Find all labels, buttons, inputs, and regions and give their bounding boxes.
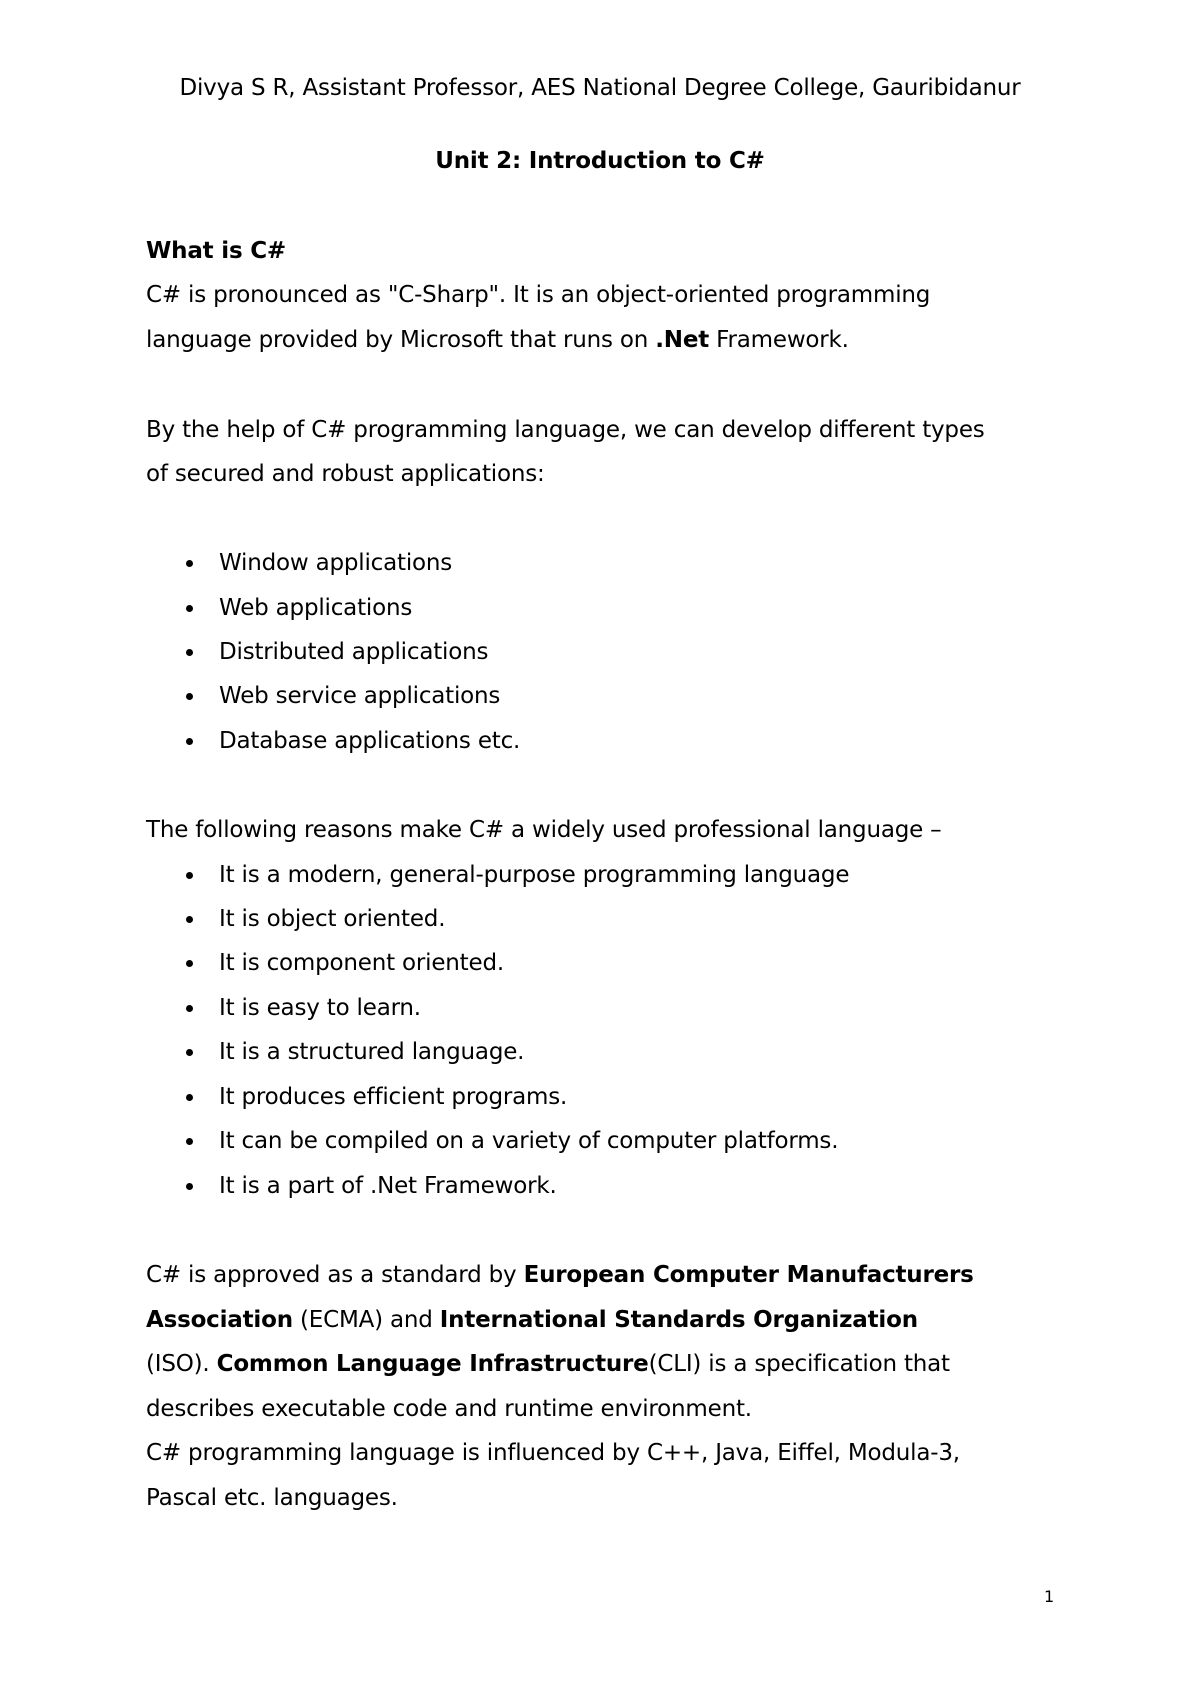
list-item-text: It is component oriented. bbox=[219, 950, 504, 976]
list-item-text: It can be compiled on a variety of computer platforms. bbox=[219, 1128, 839, 1154]
ecma-name-part-2: Association bbox=[146, 1307, 293, 1333]
bullet-icon bbox=[186, 960, 193, 967]
bullet-icon bbox=[186, 693, 193, 700]
applications-intro-line-1: By the help of C# programming language, we can develop different types bbox=[146, 417, 985, 443]
list-item-text: It is a structured language. bbox=[219, 1039, 525, 1065]
iso-abbreviation: (ISO). bbox=[146, 1351, 217, 1377]
page-title: Unit 2: Introduction to C# bbox=[435, 148, 765, 174]
bullet-icon bbox=[186, 649, 193, 656]
standards-line-1 bbox=[146, 1260, 974, 1290]
list-item-text: Web service applications bbox=[219, 683, 501, 709]
bullet-icon bbox=[186, 1094, 193, 1101]
list-item-text: Window applications bbox=[219, 550, 453, 576]
ecma-name-part-1: European Computer Manufacturers bbox=[523, 1262, 974, 1288]
list-item-text: Web applications bbox=[219, 595, 413, 621]
cli-name: Common Language Infrastructure bbox=[216, 1351, 649, 1377]
cli-description: (CLI) is a specification that bbox=[648, 1351, 950, 1377]
standards-line-2 bbox=[146, 1305, 918, 1335]
bullet-icon bbox=[186, 560, 193, 567]
standards-line-1-prefix: C# is approved as a standard by bbox=[146, 1262, 524, 1288]
iso-name: International Standards Organization bbox=[439, 1307, 918, 1333]
list-item-text: Database applications etc. bbox=[219, 728, 521, 754]
ecma-abbreviation: (ECMA) and bbox=[292, 1307, 440, 1333]
bullet-icon bbox=[186, 1049, 193, 1056]
intro-line-2 bbox=[146, 325, 849, 355]
section-heading: What is C# bbox=[146, 238, 286, 264]
list-item-text: It is a part of .Net Framework. bbox=[219, 1173, 557, 1199]
list-item-text: Distributed applications bbox=[219, 639, 489, 665]
intro-line-1: C# is pronounced as "C-Sharp". It is an object-oriented programming bbox=[146, 282, 931, 308]
standards-line-4: describes executable code and runtime environment. bbox=[146, 1396, 752, 1422]
standards-line-5: C# programming language is influenced by C++, Java, Eiffel, Modula-3, bbox=[146, 1440, 960, 1466]
bullet-icon bbox=[186, 1183, 193, 1190]
intro-line-2-prefix: language provided by Microsoft that runs on bbox=[146, 327, 656, 353]
page-number: 1 bbox=[1044, 1587, 1055, 1606]
list-item-text: It is easy to learn. bbox=[219, 995, 421, 1021]
bullet-icon bbox=[186, 872, 193, 879]
net-keyword: .Net bbox=[655, 327, 710, 353]
bullet-icon bbox=[186, 1138, 193, 1145]
bullet-icon bbox=[186, 738, 193, 745]
list-item-text: It is a modern, general-purpose programming language bbox=[219, 862, 850, 888]
bullet-icon bbox=[186, 1005, 193, 1012]
standards-line-3 bbox=[146, 1349, 950, 1379]
list-item-text: It is object oriented. bbox=[219, 906, 446, 932]
reasons-intro: The following reasons make C# a widely used professional language – bbox=[146, 817, 942, 843]
bullet-icon bbox=[186, 916, 193, 923]
bullet-icon bbox=[186, 605, 193, 612]
applications-intro-line-2: of secured and robust applications: bbox=[146, 461, 545, 487]
standards-line-6: Pascal etc. languages. bbox=[146, 1485, 398, 1511]
author-header: Divya S R, Assistant Professor, AES National Degree College, Gauribidanur bbox=[179, 75, 1021, 101]
list-item-text: It produces efficient programs. bbox=[219, 1084, 568, 1110]
intro-line-2-suffix: Framework. bbox=[709, 327, 849, 353]
